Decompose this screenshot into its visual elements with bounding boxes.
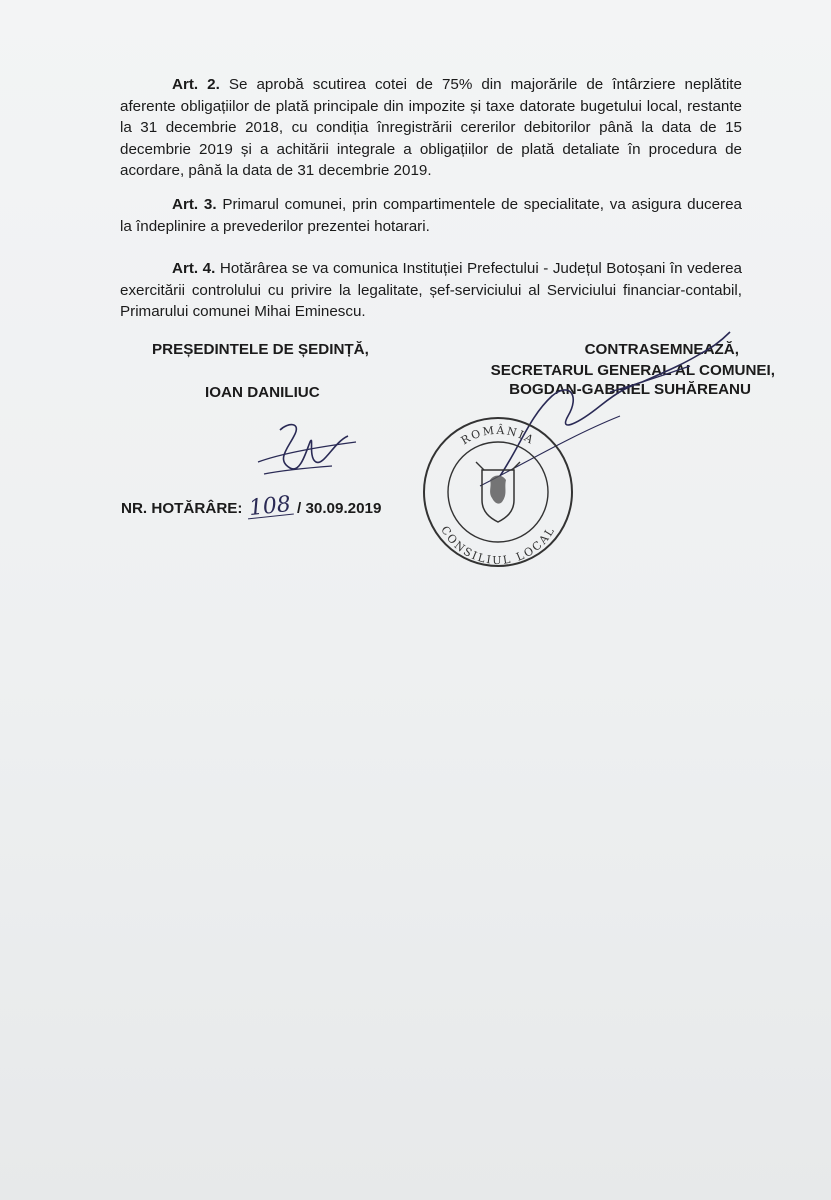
- article-3-text: Primarul comunei, prin compartimentele de specialitate, va asigura ducerea la îndeplinire a prevederilor prezentei hotarari.: [120, 196, 743, 235]
- chairman-signature-icon: [250, 412, 360, 484]
- article-4: [120, 258, 742, 323]
- svg-text:CONSILIUL LOCAL: CONSILIUL LOCAL: [438, 523, 558, 568]
- article-3: [120, 194, 742, 237]
- secretary-name: BOGDAN-GABRIEL SUHĂREANU: [509, 381, 751, 398]
- article-2-text: Se aprobă scutirea cotei de 75% din majorările de întârziere neplătite aferente obligațiilor de plată principale din impozite și taxe datorate bugetului local, restante la 31 decembrie 2018, cu condiția înregistrării cererilor debitorilor până la data de 15 decembrie 2019 și a achitării integrale a obligațiilor de plată detaliate în procedura de acordare, până la data de 31 decembrie 2019.: [120, 76, 742, 179]
- svg-text:ROMÂNIA: ROMÂNIA: [458, 423, 538, 448]
- article-3-label: Art. 3.: [172, 196, 217, 213]
- article-4-text: Hotărârea se va comunica Instituției Prefectului - Județul Botoșani în vederea exercitării controlului cu privire la legalitate, șef-serviciului al Serviciului financiar-contabil, Primarului comunei Mihai Eminescu.: [120, 260, 742, 320]
- decision-number: 108: [247, 491, 292, 522]
- decision-separator: /: [296, 500, 302, 517]
- article-2: [120, 74, 742, 182]
- decision-date: 30.09.2019: [305, 500, 382, 517]
- article-2-label: Art. 2.: [172, 76, 220, 93]
- decision-label: NR. HOTĂRÂRE:: [121, 500, 243, 517]
- countersign-title: CONTRASEMNEAZĂ,: [584, 341, 739, 358]
- council-seal-icon: [420, 414, 576, 570]
- chairman-title: PREȘEDINTELE DE ȘEDINȚĂ,: [152, 341, 369, 358]
- article-4-label: Art. 4.: [172, 260, 216, 277]
- secretary-title: SECRETARUL GENERAL AL COMUNEI,: [490, 362, 775, 379]
- decision-number-line: [121, 491, 382, 522]
- chairman-name: IOAN DANILIUC: [205, 384, 320, 401]
